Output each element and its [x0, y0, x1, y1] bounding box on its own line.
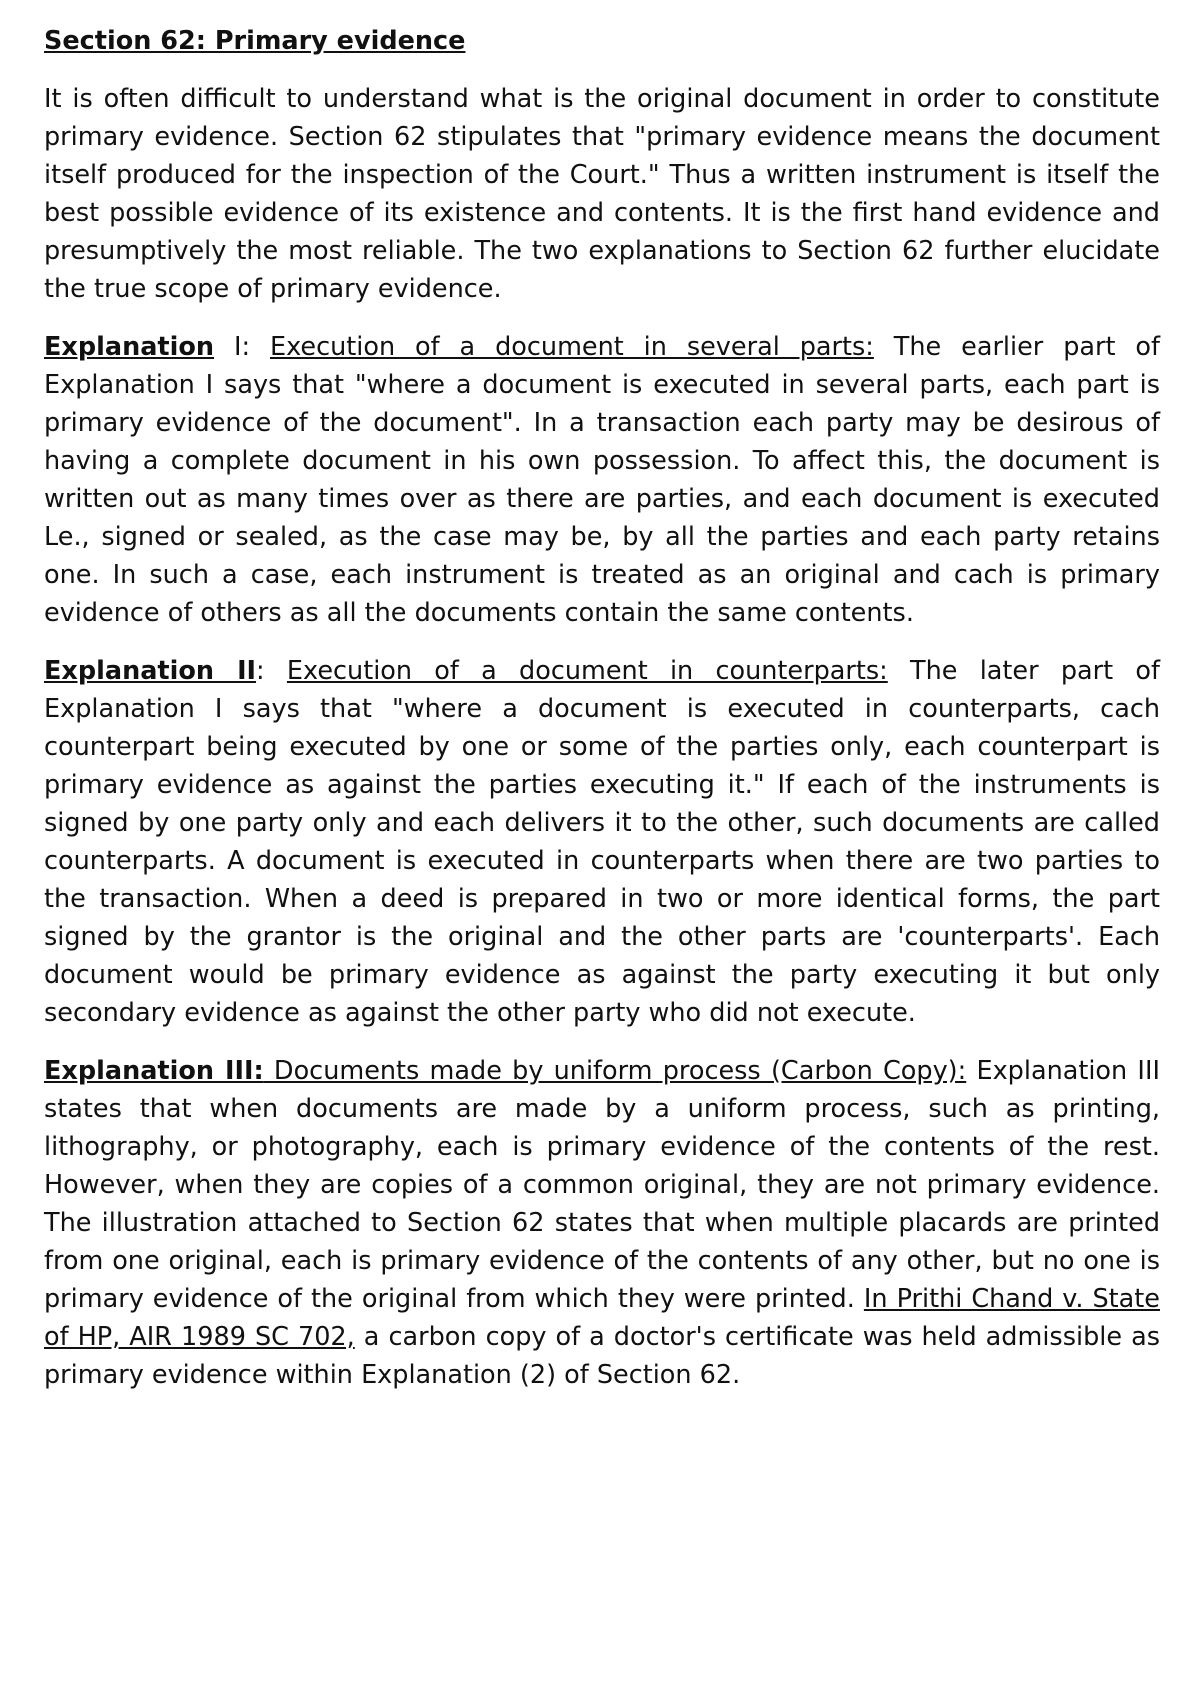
document-page: [44, 22, 1160, 1414]
section-heading: Section 62: Primary evidence: [44, 26, 466, 56]
explanation-2-title: Execution of a document in counterparts:: [286, 656, 888, 686]
case-citation: In Prithi Chand v. State of HP, AIR 1989 SC 702,: [44, 1284, 1160, 1352]
explanation-3-label: Explanation III:: [44, 1056, 264, 1086]
intro-paragraph: It is often difficult to understand what is the original document in order to constitute primary evidence. Section 62 stipulates that "primary evidence means the document itself produced for the inspection of the Court." Thus a written instrument is itself the best possible evidence of its existence and contents. It is the first hand evidence and presumptively the most reliable. The two explanations to Section 62 further elucidate the true scope of primary evidence.: [44, 84, 1160, 304]
explanation-1-text: The earlier part of Explanation I says that "where a document is executed in several parts, each part is primary evidence of the document". In a transaction each party may be desirous of having a complete document in his own possession. To affect this, the document is written out as many times over as there are parties, and each document is executed Le., signed or sealed, as the case may be, by all the parties and each party retains one. In such a case, each instrument is treated as an original and cach is primary evidence of others as all the documents contain the same contents.: [44, 332, 1160, 628]
explanation-3-paragraph: [44, 1052, 1160, 1394]
explanation-1-numeral: I:: [214, 332, 270, 362]
explanation-1-paragraph: [44, 328, 1160, 632]
explanation-1-title: Execution of a document in several parts:: [270, 332, 874, 362]
explanation-2-label: Explanation II: [44, 656, 257, 686]
explanation-2-text: The later part of Explanation I says that "where a document is executed in counterparts, cach counterpart being executed by one or some of the parties only, each counterpart is primary evidence as against the parties executing it." If each of the instruments is signed by one party only and each delivers it to the other, such documents are called counterparts. A document is executed in counterparts when there are two parties to the transaction. When a deed is prepared in two or more identical forms, the part signed by the grantor is the original and the other parts are 'counterparts'. Each document would be primary evidence as against the party executing it but only secondary evidence as against the other party who did not execute.: [44, 656, 1161, 1028]
explanation-3-title: Documents made by uniform process (Carbon Copy):: [263, 1056, 967, 1086]
explanation-3-text: Explanation III states that when documents are made by a uniform process, such as printing, lithography, or photography, each is primary evidence of the contents of the rest. However, when they are copies of a common original, they are not primary evidence. The illustration attached to Section 62 states that when multiple placards are printed from one original, each is primary evidence of the contents of any other, but no one is primary evidence of the original from which they were printed.: [44, 1056, 1160, 1314]
explanation-1-label: Explanation: [44, 332, 215, 362]
explanation-3-tail: a carbon copy of a doctor's certificate was held admissible as primary evidence within Explanation (2) of Section 62.: [44, 1322, 1160, 1390]
explanation-2-paragraph: [44, 652, 1160, 1032]
explanation-2-separator: :: [256, 656, 287, 686]
